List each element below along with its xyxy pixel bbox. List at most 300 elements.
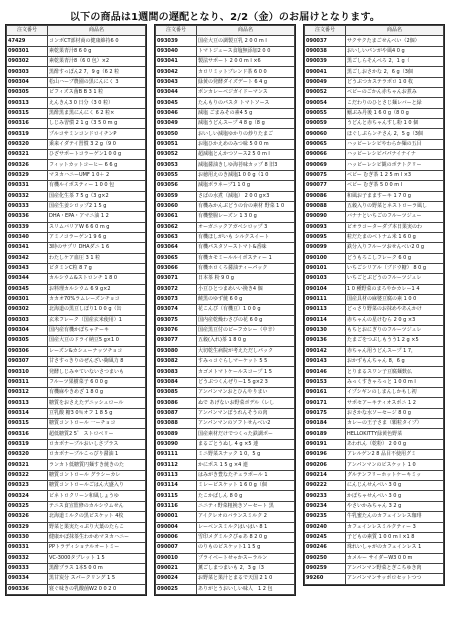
product-name-cell: PPトラディショナルオートミー [48, 543, 146, 553]
table-row [156, 284, 295, 294]
table-row [7, 46, 146, 56]
order-number-cell: 090321 [7, 150, 48, 160]
table-row [305, 512, 444, 522]
table-row [7, 274, 146, 284]
order-number-cell: 090206 [305, 460, 346, 470]
product-name-cell: ベビーのごかん赤ちゃんお煮み [346, 88, 444, 98]
product-name-cell: カフェインレスミルクティー 3 [346, 522, 444, 532]
product-name-cell: さばの水煮（減塩） 2 0 0 g×3 [197, 191, 295, 201]
product-name-cell: ビオラコーターダブ本日果実のわ [346, 222, 444, 232]
product-name-cell: ひざサポートコラーゲン1 0 0 g [48, 150, 146, 160]
table-row [156, 108, 295, 118]
product-name-cell: 有機パスタソーストマト&香味 [197, 243, 295, 253]
order-number-cell: 090332 [7, 191, 48, 201]
product-name-cell: ありがとうおいしい味人 1 2 包 [197, 584, 295, 594]
order-number-cell: 090054 [305, 98, 346, 108]
product-name-cell: 大切乾生病院が考えただしパック [197, 346, 295, 356]
order-number-cell: 093055 [156, 170, 197, 180]
table-row [305, 470, 444, 480]
order-number-cell: 090088 [305, 201, 346, 211]
order-number-cell: 090331 [7, 543, 48, 553]
order-number-cell: 090052 [305, 88, 346, 98]
product-name-cell: 有機整腸レーズン 1 3 0 g [197, 212, 295, 222]
product-name-cell: 小豆ひとつまめいい挽き4 個 [197, 284, 295, 294]
order-number-cell: 090324 [7, 491, 48, 501]
product-name-cell: 緑黄の発酵ダイズデート 6 4 g [197, 77, 295, 87]
order-number-cell: 093111 [156, 450, 197, 460]
order-number-cell: 093062 [156, 222, 197, 232]
table-row [156, 181, 295, 191]
order-number-cell: 090066 [305, 150, 346, 160]
product-name-cell: かにポス 1 5 g ×4 連 [197, 460, 295, 470]
product-name-cell: にんじんせんべい 3 0 g [346, 481, 444, 491]
table-row [156, 470, 295, 480]
order-number-cell: 090189 [305, 429, 346, 439]
product-name-cell: どうぶつカステラボロ 1 0 枚 [346, 77, 444, 87]
order-number-cell: 093084 [156, 377, 197, 387]
order-number-cell: 090332 [7, 553, 48, 563]
table-row [305, 501, 444, 511]
order-number-cell: 090240 [305, 522, 346, 532]
product-name-cell: トマトジュース食塩無添加2 0 0 [197, 46, 295, 56]
table-row [156, 388, 295, 398]
product-name-cell: 日本茶 粉 9 0 g [197, 274, 295, 284]
order-number-cell: 090326 [7, 512, 48, 522]
product-name-cell: ランカト低糖質円麺すき焼きのた [48, 460, 146, 470]
product-name-cell: 製法サポート 2 0 0 m l ×6 [197, 57, 295, 67]
order-number-cell: 090330 [7, 532, 48, 542]
table-row [156, 222, 295, 232]
table-row [7, 150, 146, 160]
table-row [7, 36, 146, 46]
order-number-cell: 090323 [7, 481, 48, 491]
product-name-cell: 玄米フレーク（国産玄米使用）1 [48, 315, 146, 325]
order-number-cell: 090021 [156, 563, 197, 573]
order-number-cell: 090103 [305, 274, 346, 284]
table-row [156, 563, 295, 573]
table-row [156, 408, 295, 418]
product-name-cell: えんきん3 0 日分（3 0 粒） [48, 98, 146, 108]
order-number-cell: 090055 [305, 108, 346, 118]
product-name-cell: こだわりのひとさじ麺レバーと緑 [346, 98, 444, 108]
table-row [156, 170, 295, 180]
table-row [7, 170, 146, 180]
product-name-cell: もちとおにぎりのフルーツジュレ [346, 325, 444, 335]
product-name-cell: すみっコぐらしマーケット 5 5 [197, 357, 295, 367]
table-row [305, 336, 444, 346]
product-name-cell: 五穀(入れ)茶 1 8 0 g [197, 336, 295, 346]
order-number-cell: 090343 [7, 263, 48, 273]
order-number-cell: 090233 [305, 491, 346, 501]
product-name-cell: アレルゲン2 8 品目不使用グミ [346, 450, 444, 460]
table-row [7, 119, 146, 129]
order-number-cell: 093046 [156, 108, 197, 118]
table-row [7, 336, 146, 346]
order-number-cell: 093042 [156, 67, 197, 77]
order-number-cell: 090143 [305, 357, 346, 367]
product-name-cell: まるごとうぬし 4 g ×5 連 [197, 439, 295, 449]
product-name-cell: 素乾果青汁8 6 0 g [48, 46, 146, 56]
order-number-cell: 090146 [305, 367, 346, 377]
table-row [305, 315, 444, 325]
order-number-cell: 093113 [156, 470, 197, 480]
table-row [305, 346, 444, 356]
order-number-cell: 090049 [305, 77, 346, 87]
table-row [305, 129, 444, 139]
product-name-cell: ビフィズス菌B B 3 1 粒 [48, 88, 146, 98]
product-name-cell: ハッピーレシピ観のポテトクリー [346, 160, 444, 170]
table-row [7, 439, 146, 449]
table-row [305, 450, 444, 460]
product-name-cell: 有機カモミールルイボスティー 1 [197, 253, 295, 263]
table-row [305, 191, 444, 201]
table-row [156, 357, 295, 367]
product-name-cell: 国産大豆の調製豆乳 2 0 0 m l [197, 36, 295, 46]
table-row [7, 357, 146, 367]
table-row [156, 491, 295, 501]
order-number-cell: 090320 [7, 139, 48, 149]
product-name-cell: うどんと赤ちゃんすし粉 1 0 個 [346, 119, 444, 129]
product-name-cell: 北海道ミルクの黒ビスケット 4枚 [48, 512, 146, 522]
product-name-cell: ビタミンC粒 8 7 g [48, 263, 146, 273]
table-row [305, 491, 444, 501]
product-name-cell: お塩ひかえめのみつ味 5 0 0 m [197, 139, 295, 149]
table-row [7, 294, 146, 304]
table-row [156, 553, 295, 563]
table-row [305, 150, 444, 160]
order-number-cell: 090130 [305, 325, 346, 335]
product-name-cell: カメルー サイダーW3 0 0 m [346, 553, 444, 563]
product-name-cell: カルシウム&ストロンチ 1 8 0 [48, 274, 146, 284]
product-name-cell: カゴメトマトケールスコープ 1 5 [197, 367, 295, 377]
order-number-cell: 090341 [7, 243, 48, 253]
table-row [7, 388, 146, 398]
table-row [305, 212, 444, 222]
order-number-cell: 093059 [156, 191, 197, 201]
order-number-cell: 093066 [156, 263, 197, 273]
order-number-cell: 090321 [7, 460, 48, 470]
order-number-cell: 090302 [7, 57, 48, 67]
table-row [156, 512, 295, 522]
product-name-cell: とりまるスワン子豆腐麺麩仏 [346, 367, 444, 377]
product-name-cell: 黒酢すっぽん2 7，9 g（6 2 粒 [48, 67, 146, 77]
table-row [305, 377, 444, 387]
product-name-cell: 国産生姜シロップ2 1 5 g [48, 201, 146, 211]
table-row [156, 253, 295, 263]
order-number-cell: 090024 [156, 574, 197, 584]
product-name-cell: どっさり野菜のお抹めやあんかけ [346, 305, 444, 315]
order-number-cell: 090010 [156, 553, 197, 563]
order-number-cell: 090305 [7, 88, 48, 98]
table-row [156, 336, 295, 346]
order-number-cell: 090111 [305, 294, 346, 304]
table-row [156, 119, 295, 129]
order-number-cell: 090315 [7, 108, 48, 118]
table-row [305, 305, 444, 315]
product-name-cell: 有機ホロくろ醤油ティーパック [197, 263, 295, 273]
product-name-cell: わたしケア血圧 3 1 粒 [48, 253, 146, 263]
product-name-cell: ハッピーレシピパパナイナイナ [346, 150, 444, 160]
table-row [305, 222, 444, 232]
order-number-cell: 093077 [156, 336, 197, 346]
order-number-cell: 090077 [305, 181, 346, 191]
product-name-cell: お徳用えのき減塩1 0 0 g（1 0 [197, 170, 295, 180]
product-name-cell: ぬで あげないお野菜ボデル（レし [197, 398, 295, 408]
product-name-cell: カレーの王子さま（顆粒タイプ） [346, 419, 444, 429]
table-row [7, 419, 146, 429]
table-row [156, 98, 295, 108]
table-header-row [156, 26, 295, 36]
order-number-cell: 090302 [7, 305, 48, 315]
table-row [305, 553, 444, 563]
table-row [7, 191, 146, 201]
table-row [305, 98, 444, 108]
table-row [156, 201, 295, 211]
table-row [7, 243, 146, 253]
order-number-cell: 090339 [7, 222, 48, 232]
product-name-cell: アンパンマン野菜とぎこちゆき肉 [346, 563, 444, 573]
order-number-cell: 090104 [305, 284, 346, 294]
product-name-cell: サクサクたまごせんべい（2個） [346, 36, 444, 46]
product-table [304, 25, 444, 585]
product-name-cell: 有機麻やきめざ 1 8 0 g [48, 388, 146, 398]
table-row [305, 181, 444, 191]
order-number-cell: 090222 [305, 481, 346, 491]
table-row [7, 460, 146, 470]
product-name-cell: 薫ごしまつまいも 2，3 g（3 [197, 563, 295, 573]
order-number-cell: 093115 [156, 491, 197, 501]
product-name-cell: 赤ちゃん用うどんスープ 1 7， [346, 346, 444, 356]
table-row [305, 439, 444, 449]
product-name-cell: いちごシリアル（ブドウ糖） 8 0 g [346, 263, 444, 273]
product-name-cell: アンパンマンのソフトせんべい2 [197, 419, 295, 429]
table-row [156, 481, 295, 491]
product-name-cell: おかずもんちゃん 8，6 g [346, 357, 444, 367]
product-name-cell: フィットカットコーヒー 6 6 g [48, 160, 146, 170]
order-number-cell: 090305 [7, 336, 48, 346]
order-number-cell: 090303 [7, 67, 48, 77]
order-number-cell: 090314 [7, 408, 48, 418]
table-row [156, 88, 295, 98]
product-name-cell: ベビー むぎ茶 5 0 0 m l [346, 181, 444, 191]
order-number-cell: 090336 [7, 584, 48, 594]
product-name-cell: 国産大豆のドライ納豆5 g×1 0 [48, 336, 146, 346]
product-name-cell: プルコサミンコンドロイチンP [48, 129, 146, 139]
order-number-cell: 090313 [7, 98, 48, 108]
table-row [156, 522, 295, 532]
table-row [7, 377, 146, 387]
order-number-cell: 090007 [156, 543, 197, 553]
product-name-cell: 珠れいしゃがのカフェインレス 1 [346, 543, 444, 553]
order-number-cell: 090113 [305, 305, 346, 315]
table-row [305, 325, 444, 335]
page-title: 以下の商品は1週間の遅配となり、2/2（金）のお届けとなります。 [69, 12, 381, 23]
table-row [156, 294, 295, 304]
order-number-cell: 090315 [7, 419, 48, 429]
product-name-cell: 豆乳酸 糖3 0％オフ 1 8 5 g [48, 408, 146, 418]
product-column-3 [303, 24, 445, 586]
product-name-cell: ロカボナーブルこっぴり醤油 1 [48, 450, 146, 460]
order-number-cell: 093052 [156, 150, 197, 160]
product-name-cell: 糖質コントロール 一ーチョコ [48, 419, 146, 429]
order-number-cell: 090004 [156, 522, 197, 532]
order-number-cell: 093040 [156, 46, 197, 56]
product-name-cell: 超減塩とんかつソース2 5 0 m l [197, 150, 295, 160]
product-name-cell: 発酵しじみ＊ていないさつまいも [48, 367, 146, 377]
order-number-cell: 090301 [7, 294, 48, 304]
table-row [7, 429, 146, 439]
product-name-cell: ミレービスケット 1 6 0 g（個 [197, 481, 295, 491]
table-row [156, 532, 295, 542]
product-name-cell: 減塩 ごまみその素4 5 g [197, 108, 295, 118]
table-row [7, 481, 146, 491]
table-row [7, 532, 146, 542]
order-number-cell: 090345 [7, 284, 48, 294]
table-row [305, 139, 444, 149]
table-row [7, 367, 146, 377]
table-row [7, 315, 146, 325]
table-row [7, 346, 146, 356]
product-name-cell: レーベンスミルクはいはい 8 1 [197, 522, 295, 532]
product-name-cell: オーガニックアガベシロップ 3 [197, 222, 295, 232]
table-header-row [7, 26, 146, 36]
order-number-cell: 090214 [305, 470, 346, 480]
product-name-cell: カロリミットブレンド茶 6 0 0 [197, 67, 295, 77]
table-row [305, 88, 444, 98]
product-name-cell: アミノコラーゲン1 9 6 g [48, 232, 146, 242]
product-name-cell: ニニティ野菜粗挽きソーセート 黒 [197, 501, 295, 511]
product-name-cell: VC-3000タブレット 1 5 [48, 553, 146, 563]
order-number-cell: 090322 [7, 470, 48, 480]
product-name-cell: 減塩うどんスープ 4 8 g（8 g [197, 119, 295, 129]
table-row [7, 67, 146, 77]
product-name-cell: たんもりのパスタ トマトソース [197, 98, 295, 108]
order-number-cell: 090039 [305, 57, 346, 67]
order-number-cell: 093056 [156, 181, 197, 191]
table-row [156, 129, 295, 139]
order-number-cell: 093075 [156, 315, 197, 325]
product-name-cell: どうぶつくんぜりー1 5 g×2 3 [197, 377, 295, 387]
product-name-cell: 雪印メグミルクぴゅあ 8 2 0 g [197, 532, 295, 542]
order-number-cell: 090320 [7, 450, 48, 460]
table-row [7, 129, 146, 139]
product-name-cell: ボンカレーベジガイドーマンス [197, 88, 295, 98]
product-name-cell: どうもろこしフレーク 6 0 g [346, 253, 444, 263]
table-row [156, 450, 295, 460]
order-number-cell: 093114 [156, 481, 197, 491]
order-number-cell: 090316 [7, 119, 48, 129]
order-number-cell: 093085 [156, 388, 197, 398]
order-number-cell: 090250 [305, 553, 346, 563]
order-number-cell: 090038 [305, 46, 346, 56]
table-row [7, 232, 146, 242]
order-number-cell: 090093 [305, 222, 346, 232]
product-name-cell: ロカボナーブルおいしさプラス [48, 439, 146, 449]
product-column-2 [154, 24, 296, 596]
product-name-cell: 寝ぐ味きの乳酸菌W2 0 0 2 0 [48, 584, 146, 594]
product-name-cell: 鰯ぶみ丹後 1 6 0 g（8 0 g [346, 108, 444, 118]
product-name-cell: 乗来イダテイ習慣 3 2 g（9 0 [48, 139, 146, 149]
product-name-cell: レーズン&カシューナッツチョコ [48, 346, 146, 356]
table-row [156, 243, 295, 253]
order-number-cell: 093090 [156, 439, 197, 449]
table-row [156, 315, 295, 325]
header-order-number: 注文番号 [156, 26, 197, 36]
order-number-cell: 090196 [305, 450, 346, 460]
table-row [305, 429, 444, 439]
order-number-cell: 090340 [7, 232, 48, 242]
table-row [7, 212, 146, 222]
product-name-cell: 国産具材の麻婆豆腐の素 1 0 0 [346, 294, 444, 304]
table-row [7, 57, 146, 67]
order-number-cell: 090331 [7, 181, 48, 191]
product-name-cell: グルテンフリーホットケーキミッ [346, 470, 444, 480]
header-product-name: 商品名 [197, 26, 295, 36]
table-row [305, 284, 444, 294]
product-name-cell: お料理カルシウム 6 9 g×2 [48, 284, 146, 294]
product-name-cell: アンパンマンのビスケット 1 0 [346, 460, 444, 470]
order-number-cell: 093051 [156, 139, 197, 149]
order-number-cell: 090191 [305, 439, 346, 449]
order-number-cell: 090060 [305, 129, 346, 139]
table-row [156, 36, 295, 46]
order-number-cell: 090245 [305, 532, 346, 542]
order-number-cell: 090303 [7, 315, 48, 325]
product-name-cell: お野菜と果汁とまるで天国 2 1 0 [197, 574, 295, 584]
table-row [156, 325, 295, 335]
header-order-number: 注文番号 [7, 26, 48, 36]
product-name-cell: あわれん（乾粉） 2 0 0 g [346, 439, 444, 449]
product-name-cell: 赤ちゃんの星けむら 2 0 g ×3 [346, 315, 444, 325]
table-row [7, 263, 146, 273]
table-row [7, 584, 146, 594]
product-name-cell: 国産黒豆付のビーフカレー（中辛） [197, 325, 295, 335]
product-name-cell: ほぐしぷらンチさん 2，5 g（3個 [346, 129, 444, 139]
table-row [305, 263, 444, 273]
table-row [156, 398, 295, 408]
table-row [156, 367, 295, 377]
table-row [305, 170, 444, 180]
table-row [7, 553, 146, 563]
product-name-cell: 黒甘炭分 スパークリング 1 5 [48, 574, 146, 584]
order-number-cell: 093053 [156, 160, 197, 170]
order-number-cell: 090311 [7, 377, 48, 387]
order-number-cell: 093116 [156, 501, 197, 511]
order-number-cell: 090142 [305, 346, 346, 356]
order-number-cell: 090099 [305, 243, 346, 253]
table-row [156, 139, 295, 149]
product-name-cell: みっくすきゃろっと 1 0 0 m l [346, 377, 444, 387]
order-number-cell: 093039 [156, 36, 197, 46]
order-number-cell: 090234 [305, 501, 346, 511]
order-number-cell: 093089 [156, 429, 197, 439]
product-name-cell: ミニ野菜スナック 1 0，5 g [197, 450, 295, 460]
order-number-cell: 090329 [7, 170, 48, 180]
table-row [305, 201, 444, 211]
order-number-cell: 090259 [305, 563, 346, 573]
product-name-cell: 糖質コントロール グラシーカレ [48, 470, 146, 480]
order-number-cell: 090069 [305, 160, 346, 170]
table-row [7, 470, 146, 480]
table-row [7, 543, 146, 553]
table-row [305, 232, 444, 242]
table-row [156, 439, 295, 449]
table-header-row [305, 26, 444, 36]
order-number-cell: 090065 [305, 139, 346, 149]
order-number-cell: 093072 [156, 284, 197, 294]
product-name-cell: プライベートせゃかスーラルン [197, 553, 295, 563]
table-row [7, 222, 146, 232]
